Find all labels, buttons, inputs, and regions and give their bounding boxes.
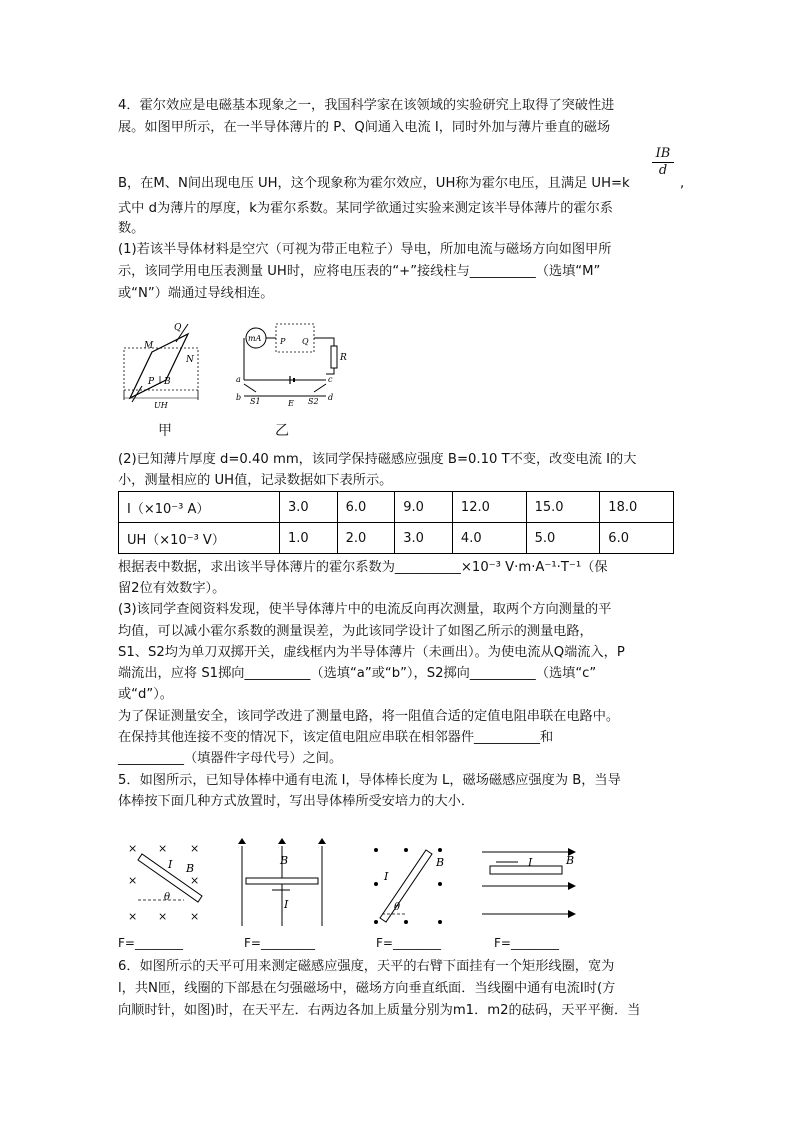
label-r: R bbox=[340, 353, 347, 363]
q5-figure-4 bbox=[478, 842, 582, 928]
field-arrow bbox=[238, 838, 246, 844]
svg-text:×: × bbox=[158, 842, 168, 855]
table-row bbox=[119, 523, 674, 554]
table-cell: 6.0 bbox=[600, 523, 674, 554]
q4-part3-line-2: 均值，可以减小霍尔系数的测量误差，为此该同学设计了如图乙所示的测量电路， bbox=[118, 624, 593, 639]
table-header-current: I（×10⁻³ A） bbox=[119, 492, 280, 523]
q4-part3-line-7: 在保持其他连接不变的情况下，该定值电阻应串联在相邻器件__________和 bbox=[118, 730, 554, 745]
data-table bbox=[118, 491, 674, 554]
field-arrow bbox=[318, 838, 326, 844]
q5-answer-blank-4[interactable]: F=________ bbox=[494, 936, 559, 950]
q4-part3-line-3: S1、S2均为单刀双掷开关，虚线框内为半导体薄片（未画出）。为使电流从Q端流入，P bbox=[118, 645, 625, 660]
label-i-2: I bbox=[284, 898, 289, 911]
q4-part3-line-6: 为了保证测量安全，该同学改进了测量电路，将一阻值合适的定值电阻串联在电路中。 bbox=[118, 709, 620, 724]
q5-figure-1 bbox=[124, 838, 214, 928]
q4-part3-line-8: __________（填器件字母代号）之间。 bbox=[118, 751, 343, 766]
semiconductor-plate bbox=[130, 334, 188, 398]
table-cell: 5.0 bbox=[526, 523, 600, 554]
q6-line-3: 向顺时针，如图)时，在天平左．右两边各加上质量分别为m1．m2的砝码，天平平衡．当 bbox=[118, 1003, 641, 1018]
label-b-3: B bbox=[436, 856, 445, 869]
svg-text:×: × bbox=[158, 910, 168, 923]
svg-text:×: × bbox=[190, 842, 200, 855]
svg-text:×: × bbox=[128, 842, 138, 855]
switch-s2 bbox=[314, 384, 326, 392]
conductor-rod-4 bbox=[490, 866, 562, 874]
q4-part1-line-3: 或“N”）端通过导线相连。 bbox=[118, 286, 274, 301]
label-q-yi: Q bbox=[302, 337, 309, 346]
conductor-rod-3 bbox=[380, 850, 432, 922]
label-s1: S1 bbox=[250, 397, 261, 406]
field-arrow bbox=[278, 838, 286, 844]
label-uh: UH bbox=[154, 401, 168, 408]
label-b-switch: b bbox=[236, 393, 242, 402]
label-p: P bbox=[148, 377, 155, 387]
q4-line-2: 展。如图甲所示，在一半导体薄片的 P、Q间通入电流 I，同时外加与薄片垂直的磁场 bbox=[118, 120, 611, 135]
label-theta-3: θ bbox=[394, 902, 401, 913]
figure-jia-caption: 甲 bbox=[158, 423, 172, 439]
table-cell: 4.0 bbox=[452, 523, 526, 554]
resistor-r bbox=[331, 346, 337, 368]
q5-figure-2 bbox=[236, 838, 332, 928]
svg-text:×: × bbox=[190, 910, 200, 923]
q4-line-1: 4．霍尔效应是电磁基本现象之一，我国科学家在该领域的实验研究上取得了突破性进 bbox=[118, 98, 615, 113]
q4-line-3: B，在M、N间出现电压 UH，这个现象称为霍尔效应，UH称为霍尔电压，且满足 UH=k bbox=[118, 176, 630, 191]
svg-text:×: × bbox=[128, 910, 138, 923]
q6-line-1: 6．如图所示的天平可用来测定磁感应强度，天平的右臂下面挂有一个矩形线圈，宽为 bbox=[118, 959, 615, 974]
svg-text:×: × bbox=[128, 874, 138, 887]
label-theta-1: θ bbox=[164, 892, 171, 903]
label-i-3: I bbox=[384, 870, 389, 883]
label-b-1: B bbox=[186, 862, 195, 875]
table-cell: 1.0 bbox=[280, 523, 338, 554]
q4-part3-line-4: 端流出，应将 S1掷向__________（选填“a”或“b”），S2掷向__________（选填“c” bbox=[118, 666, 597, 681]
q5-answer-blank-3[interactable]: F=________ bbox=[376, 936, 441, 950]
label-c: c bbox=[328, 375, 333, 384]
q5-answer-blank-2[interactable]: F=_________ bbox=[244, 936, 315, 950]
q4-part2-line-2: 小，测量相应的 UH值，记录数据如下表所示。 bbox=[118, 473, 393, 488]
conductor-rod-2 bbox=[246, 878, 318, 884]
table-cell: 9.0 bbox=[395, 492, 453, 523]
label-ma: mA bbox=[248, 334, 262, 343]
label-i-4: I bbox=[528, 856, 533, 869]
fraction-numerator: IB bbox=[652, 146, 674, 163]
q4-part3-line-1: (3)该同学查阅资料发现，使半导体薄片中的电流反向再次测量，取两个方向测量的平 bbox=[118, 602, 612, 617]
table-cell: 18.0 bbox=[600, 492, 674, 523]
label-d: d bbox=[328, 393, 334, 402]
label-s2: S2 bbox=[308, 397, 319, 406]
q5-figure-3 bbox=[370, 840, 456, 928]
label-p-yi: P bbox=[280, 337, 286, 346]
label-n: N bbox=[186, 355, 194, 365]
q4-part2-line-4: 留2位有效数字）。 bbox=[118, 581, 226, 596]
figure-yi-circuit bbox=[230, 318, 354, 410]
table-cell: 3.0 bbox=[395, 523, 453, 554]
label-m: M bbox=[144, 341, 154, 351]
label-q: Q bbox=[174, 323, 182, 333]
label-b: B bbox=[164, 377, 171, 387]
figure-yi-caption: 乙 bbox=[275, 423, 289, 439]
field-arrow bbox=[568, 910, 576, 918]
q6-line-2: l，共N匝，线圈的下部悬在匀强磁场中，磁场方向垂直纸面．当线圈中通有电流I时(方 bbox=[118, 981, 616, 996]
field-arrow bbox=[568, 882, 576, 890]
q5-line-1: 5．如图所示，已知导体棒中通有电流 I，导体棒长度为 L，磁场磁感应强度为 B，当导 bbox=[118, 773, 621, 788]
table-cell: 2.0 bbox=[337, 523, 395, 554]
q4-part1-line-1: (1)若该半导体材料是空穴（可视为带正电粒子）导电，所加电流与磁场方向如图甲所 bbox=[118, 242, 612, 257]
label-i-1: I bbox=[168, 858, 173, 871]
table-cell: 12.0 bbox=[452, 492, 526, 523]
figure-jia-hall-plate bbox=[118, 318, 206, 408]
q5-answer-blank-1[interactable]: F=________ bbox=[118, 936, 183, 950]
fraction bbox=[652, 146, 674, 179]
q4-line-5: 数。 bbox=[118, 221, 145, 236]
q4-part2-line-1: (2)已知薄片厚度 d=0.40 mm，该同学保持磁感应强度 B=0.10 T不变，改变电流 I的大 bbox=[118, 452, 637, 467]
table-cell: 6.0 bbox=[337, 492, 395, 523]
label-e: E bbox=[288, 399, 294, 408]
q4-part3-line-5: 或“d”）。 bbox=[118, 687, 173, 702]
label-a: a bbox=[236, 375, 241, 384]
table-row bbox=[119, 492, 674, 523]
table-cell: 15.0 bbox=[526, 492, 600, 523]
fraction-denominator: d bbox=[658, 163, 668, 178]
q4-line-4: 式中 d为薄片的厚度，k为霍尔系数。某同学欲通过实验来测定该半导体薄片的霍尔系 bbox=[118, 201, 613, 216]
q4-part2-line-3: 根据表中数据，求出该半导体薄片的霍尔系数为__________×10⁻³ V·m·A⁻¹·T⁻¹（保 bbox=[118, 560, 608, 575]
label-b-2: B bbox=[280, 854, 289, 867]
switch-s1 bbox=[244, 384, 256, 392]
label-b-4: B bbox=[566, 854, 575, 867]
table-cell: 3.0 bbox=[280, 492, 338, 523]
q5-line-2: 体棒按下面几种方式放置时，写出导体棒所受安培力的大小． bbox=[118, 794, 475, 809]
table-header-voltage: UH（×10⁻³ V） bbox=[119, 523, 280, 554]
svg-text:×: × bbox=[190, 874, 200, 887]
q4-part1-line-2: 示，该同学用电压表测量 UH时，应将电压表的“+”接线柱与__________（选填“M” bbox=[118, 264, 601, 279]
